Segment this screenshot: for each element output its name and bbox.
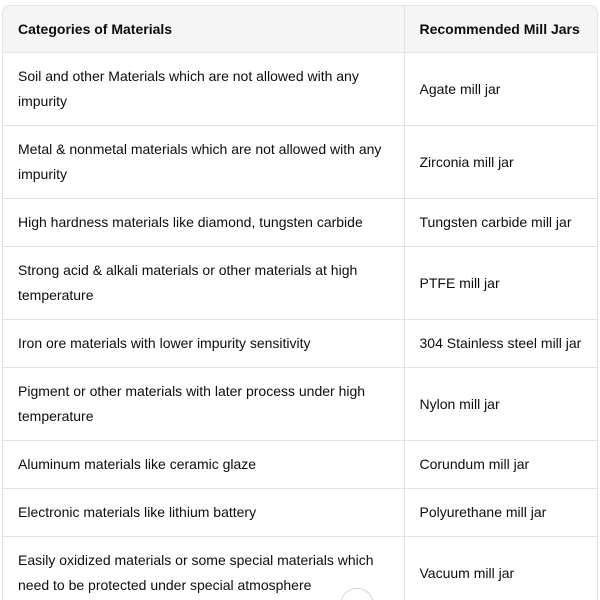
table-row: [3, 53, 597, 126]
table-row: [3, 489, 597, 537]
category-cell: Easily oxidized materials or some special materials which need to be protected under special atmosphere: [3, 537, 404, 600]
category-cell: Pigment or other materials with later process under high temperature: [3, 368, 404, 441]
category-cell: Electronic materials like lithium battery: [3, 489, 404, 537]
mill-jar-cell: 304 Stainless steel mill jar: [404, 320, 597, 368]
table-row: [3, 199, 597, 247]
mill-jar-cell: Zirconia mill jar: [404, 126, 597, 199]
mill-jar-cell: Tungsten carbide mill jar: [404, 199, 597, 247]
materials-table-container: [2, 5, 598, 600]
mill-jar-cell: Nylon mill jar: [404, 368, 597, 441]
table-row: [3, 537, 597, 600]
category-cell: Metal & nonmetal materials which are not allowed with any impurity: [3, 126, 404, 199]
materials-table: [3, 6, 597, 600]
category-cell: Iron ore materials with lower impurity sensitivity: [3, 320, 404, 368]
category-cell: High hardness materials like diamond, tungsten carbide: [3, 199, 404, 247]
mill-jar-cell: PTFE mill jar: [404, 247, 597, 320]
column-header-mill-jars: Recommended Mill Jars: [404, 6, 597, 53]
category-cell: Soil and other Materials which are not allowed with any impurity: [3, 53, 404, 126]
column-header-categories: Categories of Materials: [3, 6, 404, 53]
table-row: [3, 126, 597, 199]
category-cell: Aluminum materials like ceramic glaze: [3, 441, 404, 489]
mill-jar-cell: Vacuum mill jar: [404, 537, 597, 600]
table-row: [3, 320, 597, 368]
table-header-row: [3, 6, 597, 53]
mill-jar-cell: Agate mill jar: [404, 53, 597, 126]
table-row: [3, 247, 597, 320]
category-cell: Strong acid & alkali materials or other materials at high temperature: [3, 247, 404, 320]
table-row: [3, 441, 597, 489]
mill-jar-cell: Polyurethane mill jar: [404, 489, 597, 537]
mill-jar-cell: Corundum mill jar: [404, 441, 597, 489]
table-row: [3, 368, 597, 441]
